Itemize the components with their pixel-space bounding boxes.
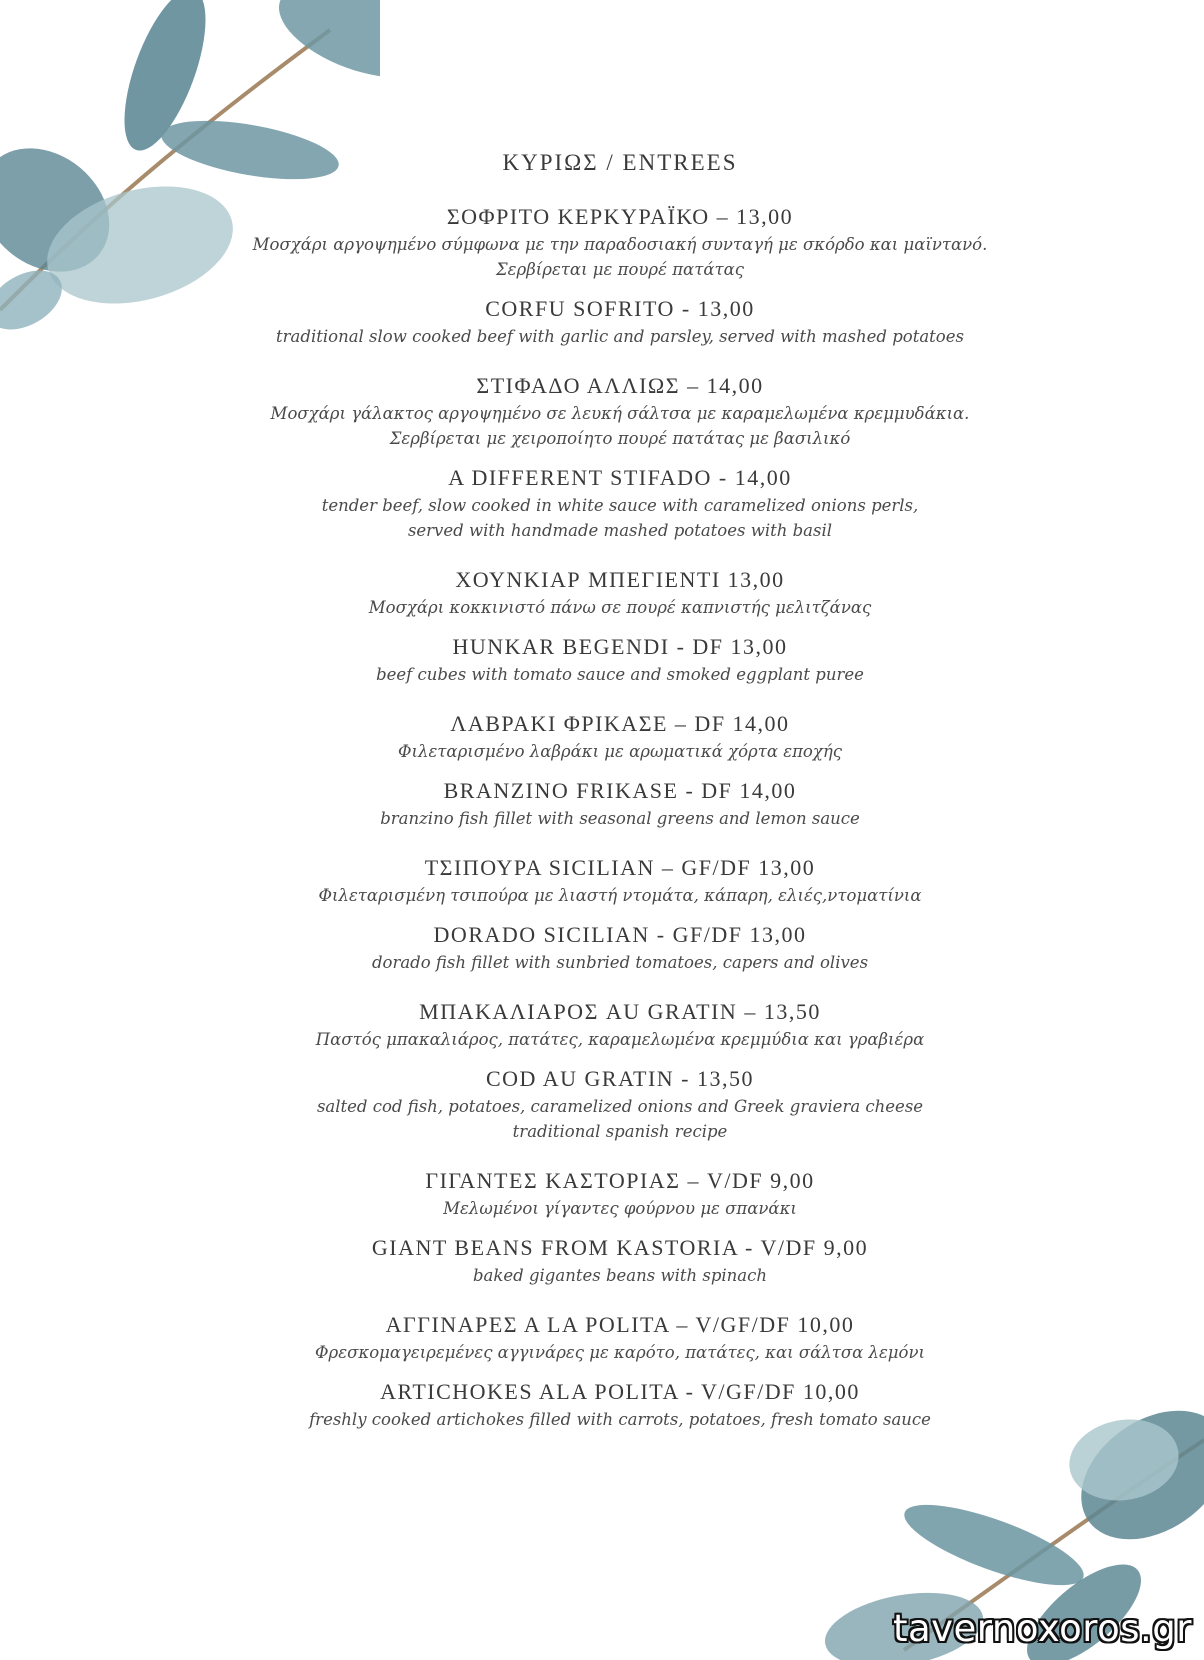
menu-item-description: branzino fish fillet with seasonal greens and lemon sauce: [380, 809, 860, 828]
menu-item-title: HUNKAR BEGENDI - DF 13,00: [452, 634, 788, 659]
menu-item: [180, 202, 1060, 282]
menu-item-title: BRANZINO FRIKASE - DF 14,00: [443, 778, 797, 803]
menu-item-description: salted cod fish, potatoes, caramelized onions and Greek graviera cheese traditional spanish recipe: [316, 1097, 924, 1141]
menu-item-title: ΣΟΦΡΙΤΟ ΚΕΡΚΥΡΑΪΚΟ – 13,00: [446, 204, 794, 229]
menu-item: [180, 565, 1060, 620]
menu-item: [180, 371, 1060, 451]
menu-item-title: COD AU GRATIN - 13,50: [486, 1066, 754, 1091]
menu-item: [180, 920, 1060, 975]
menu-item-title: A DIFFERENT STIFADO - 14,00: [448, 465, 792, 490]
menu-item-title: CORFU SOFRITO - 13,00: [485, 296, 755, 321]
menu-item-description: baked gigantes beans with spinach: [473, 1266, 767, 1285]
menu-item-description: Μοσχάρι αργοψημένο σύμφωνα με την παραδοσιακή συνταγή με σκόρδο και μαϊντανό. Σερβίρεται με πουρέ πατάτας: [252, 235, 988, 279]
menu-item: [180, 1064, 1060, 1144]
menu-items: [180, 202, 1060, 1432]
menu-item: [180, 1233, 1060, 1288]
section-title: ΚΥΡΙΩΣ / ENTREES: [502, 150, 738, 175]
menu-item: [180, 1166, 1060, 1221]
menu-item: [180, 1310, 1060, 1365]
menu-item: [180, 997, 1060, 1052]
menu-item-description: Μοσχάρι κοκκινιστό πάνω σε πουρέ καπνιστής μελιτζάνας: [368, 598, 872, 617]
menu-item: [180, 463, 1060, 543]
menu-item-title: ΤΣΙΠΟΥΡΑ SICILIAN – GF/DF 13,00: [424, 855, 816, 880]
menu-item-title: GIANT BEANS FROM KASTORIA - V/DF 9,00: [371, 1235, 869, 1260]
menu-item-description: Φιλεταρισμένο λαβράκι με αρωματικά χόρτα εποχής: [397, 742, 842, 761]
menu-item-title: ΧΟΥΝΚΙΑΡ ΜΠΕΓΙΕΝΤΙ 13,00: [455, 567, 785, 592]
menu-item-title: ARTICHOKES ALA POLITA - V/GF/DF 10,00: [380, 1379, 860, 1404]
menu-item: [180, 294, 1060, 349]
menu-item: [180, 776, 1060, 831]
menu-item-title: ΛΑΒΡΑΚΙ ΦΡΙΚΑΣΕ – DF 14,00: [450, 711, 790, 736]
menu-item: [180, 1377, 1060, 1432]
menu-item-title: ΣΤΙΦΑΔΟ ΑΛΛΙΩΣ – 14,00: [476, 373, 764, 398]
menu-item: [180, 632, 1060, 687]
menu: [180, 150, 1060, 1432]
menu-item-description: tender beef, slow cooked in white sauce with caramelized onions perls, served with handmade mashed potatoes with basil: [321, 496, 919, 540]
menu-item-description: traditional slow cooked beef with garlic and parsley, served with mashed potatoes: [276, 327, 964, 346]
menu-item-title: DORADO SICILIAN - GF/DF 13,00: [433, 922, 807, 947]
menu-item-description: freshly cooked artichokes filled with carrots, potatoes, fresh tomato sauce: [309, 1410, 931, 1429]
menu-item-title: ΜΠΑΚΑΛΙΑΡΟΣ AU GRATIN – 13,50: [419, 999, 821, 1024]
menu-item: [180, 853, 1060, 908]
menu-item-description: Φιλεταρισμένη τσιπούρα με λιαστή ντομάτα, κάπαρη, ελιές,ντοματίνια: [318, 886, 922, 905]
watermark: tavernoxoros.gr: [892, 1607, 1192, 1650]
menu-item: [180, 709, 1060, 764]
menu-item-title: ΓΙΓΑΝΤΕΣ ΚΑΣΤΟΡΙΑΣ – V/DF 9,00: [425, 1168, 815, 1193]
menu-item-description: Παστός μπακαλιάρος, πατάτες, καραμελωμένα κρεμμύδια και γραβιέρα: [315, 1030, 925, 1049]
menu-item-description: beef cubes with tomato sauce and smoked eggplant puree: [376, 665, 864, 684]
menu-item-description: Μελωμένοι γίγαντες φούρνου με σπανάκι: [443, 1199, 797, 1218]
menu-item-description: dorado fish fillet with sunbried tomatoes, capers and olives: [371, 953, 869, 972]
menu-item-description: Μοσχάρι γάλακτος αργοψημένο σε λευκή σάλτσα με καραμελωμένα κρεμμυδάκια. Σερβίρεται με χειροποίητο πουρέ πατάτας με βασιλικό: [270, 404, 970, 448]
menu-item-title: ΑΓΓΙΝΑΡΕΣ Α LA POLITA – V/GF/DF 10,00: [385, 1312, 855, 1337]
menu-item-description: Φρεσκομαγειρεμένες αγγινάρες με καρότο, πατάτες, και σάλτσα λεμόνι: [315, 1343, 925, 1362]
